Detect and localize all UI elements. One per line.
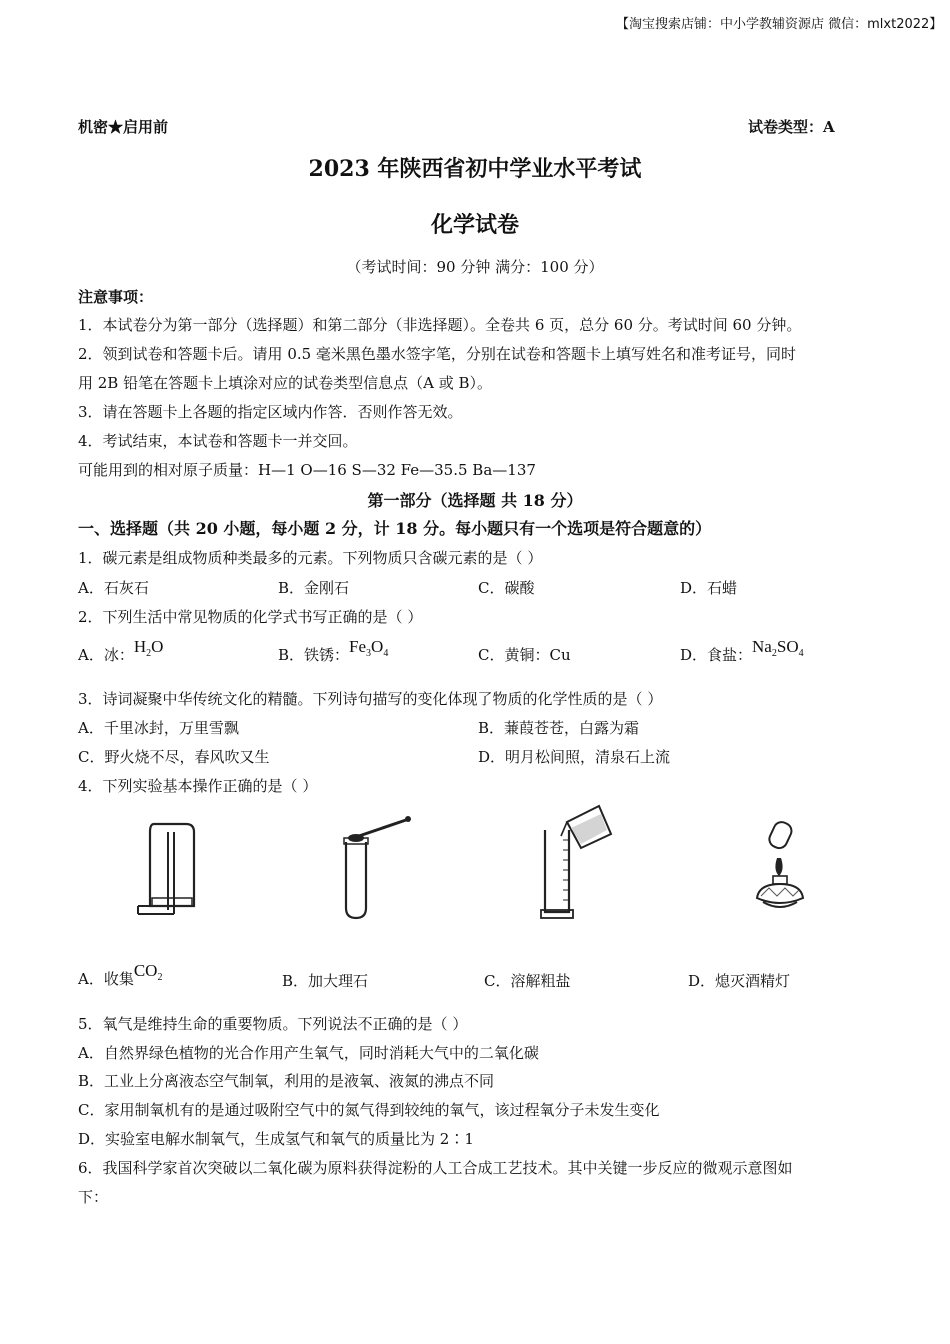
note-item: 用 2B 铅笔在答题卡上填涂对应的试卷类型信息点（A 或 B）。 <box>78 374 492 392</box>
q5-option-a: A．自然界绿色植物的光合作用产生氧气，同时消耗大气中的二氧化碳 <box>78 1044 539 1062</box>
exam-subtitle: 化学试卷 <box>430 212 519 238</box>
confidential-label: 机密★启用前 <box>78 118 169 136</box>
q4-option-d: D．熄灭酒精灯 <box>688 972 791 990</box>
q2-option-d: D．食盐：$Na_2SO_4$ <box>680 637 804 664</box>
watermark: 【淘宝搜索店铺：中小学教辅资源店 微信：mlxt2022】 <box>616 17 943 32</box>
q5-option-d: D．实验室电解水制氧气，生成氢气和氧气的质量比为 2∶1 <box>78 1130 474 1148</box>
q3-option-d: D．明月松间照，清泉石上流 <box>478 748 671 766</box>
exam-info: （考试时间：90 分钟 满分：100 分） <box>346 258 604 276</box>
atomic-masses: 可能用到的相对原子质量：H—1 O—16 S—32 Fe—35.5 Ba—137 <box>78 461 536 479</box>
q5-option-b: B．工业上分离液态空气制氧，利用的是液氧、液氮的沸点不同 <box>78 1072 495 1090</box>
q2-a-formula: $H_2O$ <box>133 637 164 659</box>
q2-d-formula: $Na_2SO_4$ <box>752 637 804 659</box>
paper-type-label: 试卷类型：A <box>748 118 835 136</box>
q4-option-b: B．加大理石 <box>282 972 369 990</box>
part1-title: 第一部分（选择题 共 18 分） <box>367 491 583 510</box>
q2-option-c: C．黄铜：Cu <box>478 646 571 664</box>
q3-stem: 3．诗词凝聚中华传统文化的精髓。下列诗句描写的变化体现了物质的化学性质的是（ ） <box>78 690 663 708</box>
q4-stem: 4．下列实验基本操作正确的是（ ） <box>78 777 318 795</box>
alcohol-lamp-illustration <box>745 818 815 918</box>
q5-option-c: C．家用制氧机有的是通过吸附空气中的氮气得到较纯的氧气，该过程氧分子未发生变化 <box>78 1101 660 1119</box>
exam-title: 2023 年陕西省初中学业水平考试 <box>308 156 642 182</box>
q2-option-b: B．铁锈：$Fe_3O_4$ <box>278 637 389 664</box>
beaker-pouring-into-cylinder-illustration <box>535 800 625 925</box>
q6-stem-continued: 下： <box>78 1188 109 1206</box>
q4-option-a: A．收集$CO_2$ <box>78 961 163 988</box>
q2-stem: 2．下列生活中常见物质的化学式书写正确的是（ ） <box>78 608 423 626</box>
q2-b-formula: $Fe_3O_4$ <box>349 637 389 659</box>
q4-a-formula: $CO_2$ <box>133 961 163 983</box>
note-item: 3．请在答题卡上各题的指定区域内作答．否则作答无效。 <box>78 403 463 421</box>
q1-stem: 1．碳元素是组成物质种类最多的元素。下列物质只含碳元素的是（ ） <box>78 549 543 567</box>
gas-collection-bottle-illustration <box>130 818 210 918</box>
notes-heading: 注意事项： <box>78 288 154 306</box>
q5-stem: 5．氧气是维持生命的重要物质。下列说法不正确的是（ ） <box>78 1015 468 1033</box>
q3-option-b: B．蒹葭苍苍，白露为霜 <box>478 719 640 737</box>
q4-option-c: C．溶解粗盐 <box>484 972 571 990</box>
note-item: 1．本试卷分为第一部分（选择题）和第二部分（非选择题）。全卷共 6 页，总分 60 分。考试时间 60 分钟。 <box>78 316 802 334</box>
note-item: 4．考试结束，本试卷和答题卡一并交回。 <box>78 432 358 450</box>
q1-option-d: D．石蜡 <box>680 579 738 597</box>
q1-option-b: B．金刚石 <box>278 579 350 597</box>
q1-option-a: A．石灰石 <box>78 579 149 597</box>
q3-option-c: C．野火烧不尽，春风吹又生 <box>78 748 270 766</box>
q1-option-c: C．碳酸 <box>478 579 535 597</box>
q3-option-a: A．千里冰封，万里雪飘 <box>78 719 239 737</box>
test-tube-with-spoon-illustration <box>330 810 420 925</box>
q2-option-a: A．冰：$H_2O$ <box>78 637 164 664</box>
q6-stem: 6．我国科学家首次突破以二氧化碳为原料获得淀粉的人工合成工艺技术。其中关键一步反应的微观示意图如 <box>78 1159 793 1177</box>
note-item: 2．领到试卷和答题卡后。请用 0.5 毫米黑色墨水签字笔，分别在试卷和答题卡上填写姓名和准考证号，同时 <box>78 345 796 363</box>
section1-title: 一、选择题（共 20 小题，每小题 2 分，计 18 分。每小题只有一个选项是符合题意的） <box>78 519 712 538</box>
